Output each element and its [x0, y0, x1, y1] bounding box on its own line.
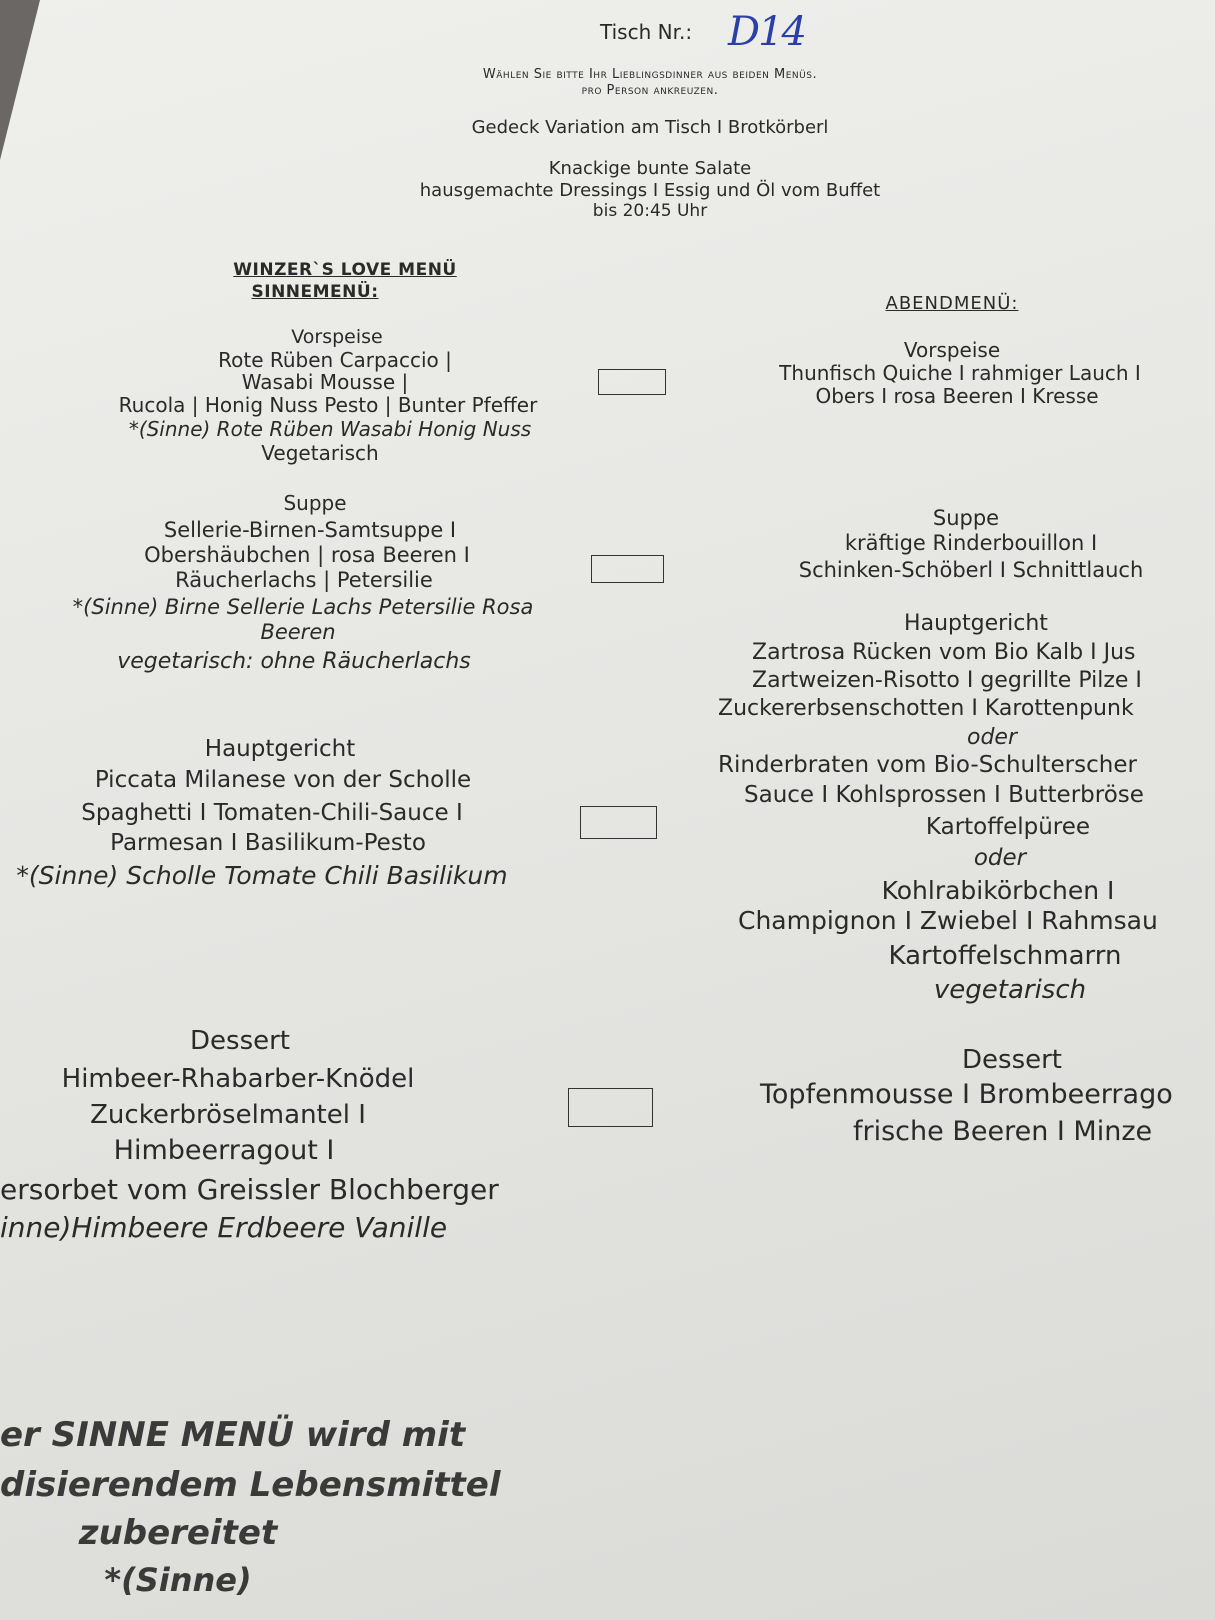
left-dessert-line: ersorbet vom Greissler Blochberger — [0, 1173, 499, 1206]
right-main-line: Zartweizen-Risotto I gegrillte Pilze I — [752, 668, 1142, 693]
left-starter-line: Rucola | Honig Nuss Pesto | Bunter Pfeffer — [118, 393, 538, 417]
instruction-line-2: pro Person ankreuzen. — [581, 83, 719, 98]
right-starter-line: Obers I rosa Beeren I Kresse — [815, 384, 1099, 408]
left-soup-heading: Suppe — [283, 491, 347, 515]
salad-line-2: hausgemachte Dressings I Essig und Öl vom Buffet — [419, 180, 881, 201]
left-soup-sinne: *(Sinne) Birne Sellerie Lachs Petersilie Rosa — [72, 595, 534, 619]
soup-checkbox[interactable] — [591, 555, 664, 583]
right-main-heading: Hauptgericht — [904, 611, 1048, 636]
right-dessert-line: Topfenmousse I Brombeerrago — [760, 1079, 1173, 1110]
right-main-line: Kartoffelschmarrn — [888, 941, 1122, 971]
left-main-heading: Hauptgericht — [204, 736, 356, 762]
right-main-line: Kohlrabikörbchen I — [881, 876, 1115, 905]
left-menu-subtitle: SINNEMENÜ: — [251, 282, 379, 302]
right-main-line: Rinderbraten vom Bio-Schulterscher — [718, 752, 1137, 778]
dessert-checkbox[interactable] — [568, 1088, 653, 1127]
right-menu-title: ABENDMENÜ: — [885, 293, 1019, 314]
right-dessert-line: frische Beeren I Minze — [853, 1116, 1153, 1147]
right-main-or: oder — [966, 725, 1018, 750]
right-main-line: Zuckererbsenschotten I Karottenpunk — [718, 696, 1134, 721]
footer-line: zubereitet — [78, 1513, 278, 1553]
left-starter-line: Rote Rüben Carpaccio | — [218, 348, 452, 372]
starter-checkbox[interactable] — [598, 369, 666, 395]
salad-line-3: bis 20:45 Uhr — [592, 201, 708, 221]
left-main-sinne: *(Sinne) Scholle Tomate Chili Basilikum — [16, 861, 508, 890]
right-main-or: oder — [973, 845, 1027, 871]
right-main-line: Kartoffelpüree — [925, 814, 1091, 840]
table-number-value: D14 — [728, 9, 805, 55]
salad-line-1: Knackige bunte Salate — [548, 158, 752, 179]
left-main-line: Piccata Milanese von der Scholle — [94, 767, 472, 793]
left-soup-line: Obershäubchen | rosa Beeren I — [144, 543, 470, 567]
right-main-note: vegetarisch — [933, 975, 1087, 1005]
left-main-line: Parmesan I Basilikum-Pesto — [110, 830, 426, 856]
left-starter-heading: Vorspeise — [291, 326, 383, 348]
left-main-line: Spaghetti I Tomaten-Chili-Sauce I — [81, 800, 463, 826]
right-starter-line: Thunfisch Quiche I rahmiger Lauch I — [779, 361, 1141, 385]
left-soup-line: Räucherlachs | Petersilie — [175, 568, 433, 592]
right-soup-line: kräftige Rinderbouillon I — [844, 531, 1098, 555]
left-soup-line: Sellerie-Birnen-Samtsuppe I — [163, 518, 457, 542]
left-menu-title: WINZER`S LOVE MENÜ — [233, 260, 457, 280]
left-soup-sinne: Beeren — [260, 620, 336, 644]
right-main-line: Sauce I Kohlsprossen I Butterbröse — [744, 782, 1144, 808]
footer-line: *(Sinne) — [104, 1561, 252, 1599]
footer-line: er SINNE MENÜ wird mit — [0, 1415, 466, 1455]
instruction-line-1: Wählen Sie bitte Ihr Lieblingsdinner aus beiden Menüs. — [482, 67, 818, 82]
left-dessert-line: Himbeer-Rhabarber-Knödel — [61, 1064, 415, 1094]
left-dessert-heading: Dessert — [190, 1026, 290, 1056]
left-dessert-line: Zuckerbröselmantel I — [90, 1100, 366, 1130]
right-main-line: Zartrosa Rücken vom Bio Kalb I Jus — [752, 640, 1136, 665]
left-starter-line: Wasabi Mousse | — [241, 370, 409, 394]
binder-edge — [0, 0, 40, 160]
main-checkbox[interactable] — [580, 806, 657, 839]
left-soup-note: vegetarisch: ohne Räucherlachs — [117, 649, 471, 674]
footer-line: disierendem Lebensmittel — [0, 1465, 501, 1505]
table-number-label: Tisch Nr.: — [600, 20, 693, 44]
cover-line: Gedeck Variation am Tisch I Brotkörberl — [471, 117, 829, 138]
right-dessert-heading: Dessert — [962, 1045, 1062, 1075]
left-starter-note: Vegetarisch — [261, 441, 379, 465]
right-main-line: Champignon I Zwiebel I Rahmsau — [738, 906, 1158, 935]
right-soup-heading: Suppe — [932, 506, 1000, 530]
left-dessert-line: Himbeerragout I — [113, 1135, 335, 1166]
left-starter-sinne: *(Sinne) Rote Rüben Wasabi Honig Nuss — [128, 417, 532, 441]
right-starter-heading: Vorspeise — [903, 338, 1001, 362]
right-soup-line: Schinken-Schöberl I Schnittlauch — [798, 558, 1144, 582]
left-dessert-sinne: inne)Himbeere Erdbeere Vanille — [0, 1211, 448, 1244]
